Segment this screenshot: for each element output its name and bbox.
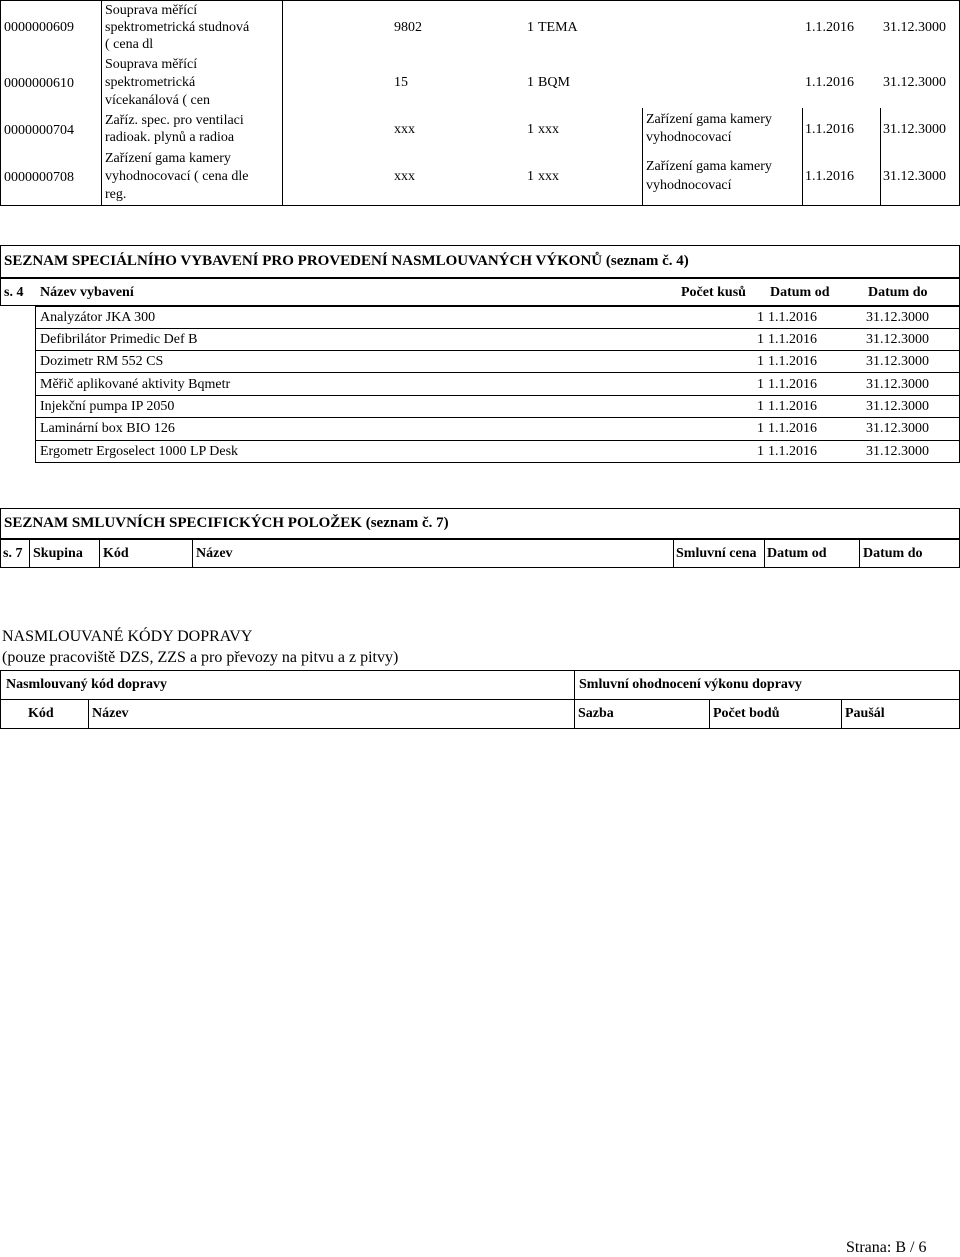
- equipment-name: Ergometr Ergoselect 1000 LP Desk: [40, 444, 239, 459]
- row-divider: [35, 395, 960, 396]
- serial-number: xxx: [394, 122, 415, 137]
- col-header-quantity: Počet kusů: [681, 285, 746, 300]
- equipment-code: 0000000704: [4, 123, 74, 138]
- note-line: vyhodnocovací: [646, 130, 732, 145]
- date-to: 31.12.3000: [866, 444, 929, 459]
- col-divider: [101, 0, 102, 206]
- col-header-code: Kód: [103, 546, 129, 561]
- serial-number: 9802: [394, 20, 422, 35]
- device-type: xxx: [538, 122, 559, 137]
- col-header-from: Datum od: [770, 285, 830, 300]
- quantity: 1: [527, 75, 534, 90]
- col-divider: [880, 108, 881, 206]
- date-to: 31.12.3000: [866, 377, 929, 392]
- col-divider: [574, 670, 575, 729]
- col-divider: [859, 539, 860, 568]
- quantity: 1: [757, 310, 764, 325]
- col-divider: [642, 108, 643, 206]
- serial-number: 15: [394, 75, 408, 90]
- col-divider: [88, 699, 89, 729]
- equipment-name: Injekční pumpa IP 2050: [40, 399, 175, 414]
- row-divider: [35, 328, 960, 329]
- date-to: 31.12.3000: [883, 20, 946, 35]
- equipment-name-line: spektrometrická studnová: [105, 20, 250, 35]
- date-from: 1.1.2016: [768, 421, 817, 436]
- date-from: 1.1.2016: [768, 310, 817, 325]
- col-header-to: Datum do: [863, 546, 923, 561]
- col-divider: [841, 699, 842, 729]
- device-type: TEMA: [538, 20, 578, 35]
- equipment-name: Dozimetr RM 552 CS: [40, 354, 164, 369]
- row-divider: [35, 440, 960, 441]
- note-line: Zařízení gama kamery: [646, 112, 772, 127]
- equipment-name-line: vyhodnocovací ( cena dle: [105, 169, 249, 184]
- equipment-name-line: Zařízení gama kamery: [105, 151, 231, 166]
- equipment-name: Defibrilátor Primedic Def B: [40, 332, 198, 347]
- col-header-points: Počet bodů: [713, 706, 780, 721]
- quantity: 1: [757, 377, 764, 392]
- section-title: SEZNAM SPECIÁLNÍHO VYBAVENÍ PRO PROVEDENÍ NASMLOUVANÝCH VÝKONŮ (seznam č. 4): [4, 253, 689, 269]
- col-header-number: s. 7: [3, 546, 23, 561]
- row-divider: [35, 417, 960, 418]
- date-to: 31.12.3000: [866, 399, 929, 414]
- equipment-name-line: vícekanálová ( cen: [105, 93, 210, 108]
- date-to: 31.12.3000: [866, 310, 929, 325]
- col-divider: [764, 539, 765, 568]
- col-divider: [709, 699, 710, 729]
- quantity: 1: [757, 444, 764, 459]
- quantity: 1: [527, 20, 534, 35]
- col-header-group: Skupina: [33, 546, 83, 561]
- date-from: 1.1.2016: [805, 75, 854, 90]
- equipment-name-line: Zaříz. spec. pro ventilaci: [105, 113, 244, 128]
- date-to: 31.12.3000: [883, 169, 946, 184]
- date-from: 1.1.2016: [805, 122, 854, 137]
- col-header-name: Název vybavení: [40, 285, 134, 300]
- col-header-price: Smluvní cena: [676, 546, 757, 561]
- quantity: 1: [527, 122, 534, 137]
- equipment-name: Analyzátor JKA 300: [40, 310, 156, 325]
- equipment-name-line: spektrometrická: [105, 75, 196, 90]
- section-title: NASMLOUVANÉ KÓDY DOPRAVY: [2, 628, 253, 645]
- row-divider: [0, 699, 960, 700]
- equipment-code: 0000000708: [4, 170, 74, 185]
- col-divider: [192, 539, 193, 568]
- date-from: 1.1.2016: [768, 399, 817, 414]
- quantity: 1: [757, 354, 764, 369]
- quantity: 1: [757, 399, 764, 414]
- date-to: 31.12.3000: [883, 75, 946, 90]
- row-divider: [35, 350, 960, 351]
- equipment-name-line: Souprava měřící: [105, 3, 198, 18]
- equipment-name-line: Souprava měřící: [105, 57, 198, 72]
- col-header-number: s. 4: [4, 285, 24, 300]
- date-from: 1.1.2016: [768, 354, 817, 369]
- date-to: 31.12.3000: [866, 354, 929, 369]
- section-subtitle: (pouze pracoviště DZS, ZZS a pro převozy na pitvu a z pitvy): [2, 649, 399, 666]
- serial-number: xxx: [394, 169, 415, 184]
- equipment-name-line: ( cena dl: [105, 37, 154, 52]
- equipment-name: Laminární box BIO 126: [40, 421, 175, 436]
- device-type: BQM: [538, 75, 570, 90]
- note-line: vyhodnocovací: [646, 178, 732, 193]
- col-divider: [673, 539, 674, 568]
- col-divider: [802, 108, 803, 206]
- quantity: 1: [527, 169, 534, 184]
- row-divider: [35, 372, 960, 373]
- col-divider: [99, 539, 100, 568]
- equipment-name-line: reg.: [105, 187, 127, 202]
- note-line: Zařízení gama kamery: [646, 159, 772, 174]
- equipment-name-line: radioak. plynů a radioa: [105, 130, 235, 145]
- quantity: 1: [757, 332, 764, 347]
- col-header-rate: Sazba: [578, 706, 614, 721]
- section-title: SEZNAM SMLUVNÍCH SPECIFICKÝCH POLOŽEK (seznam č. 7): [4, 515, 449, 531]
- quantity: 1: [757, 421, 764, 436]
- group-header-code: Nasmlouvaný kód dopravy: [6, 677, 168, 692]
- col-divider: [282, 0, 283, 206]
- equipment-name: Měřič aplikované aktivity Bqmetr: [40, 377, 231, 392]
- equipment-code: 0000000609: [4, 20, 74, 35]
- date-from: 1.1.2016: [805, 20, 854, 35]
- date-to: 31.12.3000: [883, 122, 946, 137]
- date-from: 1.1.2016: [768, 377, 817, 392]
- equipment-code: 0000000610: [4, 76, 74, 91]
- date-to: 31.12.3000: [866, 421, 929, 436]
- col-header-to: Datum do: [868, 285, 928, 300]
- col-header-name: Název: [196, 546, 233, 561]
- date-from: 1.1.2016: [768, 444, 817, 459]
- date-from: 1.1.2016: [805, 169, 854, 184]
- col-divider: [29, 539, 30, 568]
- page-number: Strana: B / 6: [846, 1239, 927, 1256]
- device-type: xxx: [538, 169, 559, 184]
- col-header-from: Datum od: [767, 546, 827, 561]
- col-header-code: Kód: [28, 706, 54, 721]
- date-to: 31.12.3000: [866, 332, 929, 347]
- col-header-name: Název: [92, 706, 129, 721]
- group-header-valuation: Smluvní ohodnocení výkonu dopravy: [579, 677, 802, 692]
- col-header-flat: Paušál: [845, 706, 885, 721]
- date-from: 1.1.2016: [768, 332, 817, 347]
